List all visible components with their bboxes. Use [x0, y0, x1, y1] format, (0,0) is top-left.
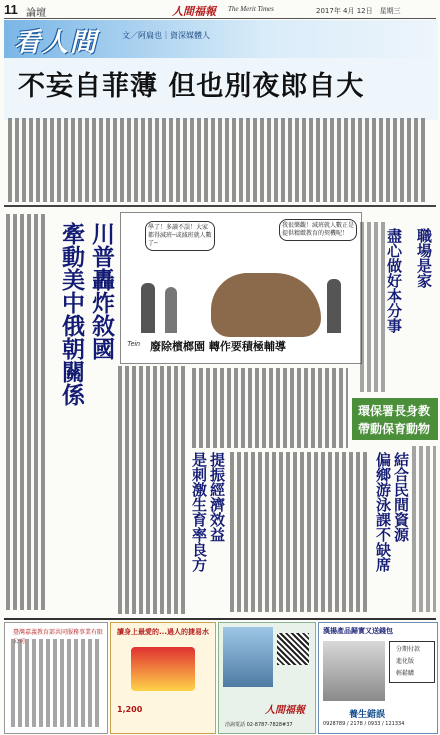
story1-title-b: 牽動美中俄朝關係 [58, 222, 84, 406]
ad1-title: 臺灣嘉義教育部共同服務事業有限公司 [13, 629, 104, 645]
economy-story-body [230, 452, 368, 612]
right-story-body [360, 222, 386, 392]
figure-person-icon [327, 279, 341, 333]
story1-body-left [6, 214, 48, 610]
ad4-offer-line: 輕鬆購 [396, 670, 415, 677]
ad-product[interactable] [110, 622, 216, 734]
environment-headline-box [352, 398, 438, 440]
ad4-offer-line: 分期付款 [396, 646, 421, 653]
lead-story-banner [4, 20, 438, 120]
ad3-phone: 洽詢電話 02-8787-7828#37 [225, 722, 293, 728]
economy-story-title-a: 提振經濟效益 [208, 452, 226, 542]
ad1-text [11, 639, 99, 727]
figure-person-icon [165, 287, 177, 333]
story1-title-a: 川普轟炸敘國 [88, 222, 114, 360]
swim-story-body [412, 446, 436, 612]
right-story-title-a: 職場是家 [415, 228, 433, 288]
figure-person-icon [141, 283, 155, 333]
ad-health-products[interactable] [318, 622, 438, 734]
ad3-logo: 人間福報 [265, 705, 305, 716]
qr-code-icon [277, 633, 309, 665]
page-number: 11 [4, 2, 18, 17]
section-name: 論壇 [26, 8, 46, 19]
lead-story-body [8, 118, 428, 202]
speech-bubble-right: 我很樂觀！減班就人數正是提供精緻教育的契機呢！ [279, 219, 357, 241]
column-logo: 看人間 [14, 28, 99, 58]
ad4-title: 漢揚產品歸實又送錢包 [323, 627, 393, 635]
ad4-brand: 養生錯誤 [349, 710, 386, 720]
product-package-image [131, 647, 195, 691]
ox-illustration [211, 273, 321, 337]
story1-body-right [118, 366, 188, 614]
ad-newspaper-subscription[interactable] [218, 622, 316, 734]
ad4-phone: 0928789 / 2178 / 0933 / 121334 [323, 721, 405, 727]
lead-headline: 不妄自菲薄 但也別夜郎自大 [18, 71, 365, 102]
swim-story-title-b: 偏鄉游泳課不缺席 [374, 452, 392, 572]
byline: 文／阿扁也｜資深媒體人 [122, 31, 210, 40]
masthead: 人間福報 [172, 5, 216, 18]
swim-story-title-a: 結合民間資源 [392, 452, 410, 542]
economy-story-title-b: 是刺激生育率良方 [190, 452, 208, 572]
page-header [4, 2, 436, 19]
ad4-offer-box [389, 641, 435, 683]
speech-bubble-left: 學了！多讀不誤！大家都得減班─或減班就人數了─ [145, 221, 215, 251]
environment-headline-line1: 環保署長身教 [358, 404, 431, 418]
reader-photo [223, 627, 273, 687]
cartoon-caption: 廢除檳榔園 轉作要積極輔導 [150, 340, 286, 353]
cartoonist-signature: Tein [127, 341, 140, 348]
advertisement-strip [4, 618, 436, 734]
environment-headline-line2: 帶動保育動物 [358, 422, 431, 436]
right-story-title-b: 盡心做好本分事 [385, 228, 403, 333]
issue-date: 2017年 4月 12日 星期三 [316, 7, 401, 15]
ad2-price: 1,200 [117, 705, 143, 714]
middle-story-body [192, 368, 348, 448]
ad-education-company[interactable] [4, 622, 108, 734]
product-image [323, 641, 385, 701]
ad4-offer-line: 進化版 [396, 658, 415, 665]
ad2-title: 讀身上最愛的...過人的捷易水 [117, 628, 209, 636]
masthead-english: The Merit Times [228, 5, 274, 13]
